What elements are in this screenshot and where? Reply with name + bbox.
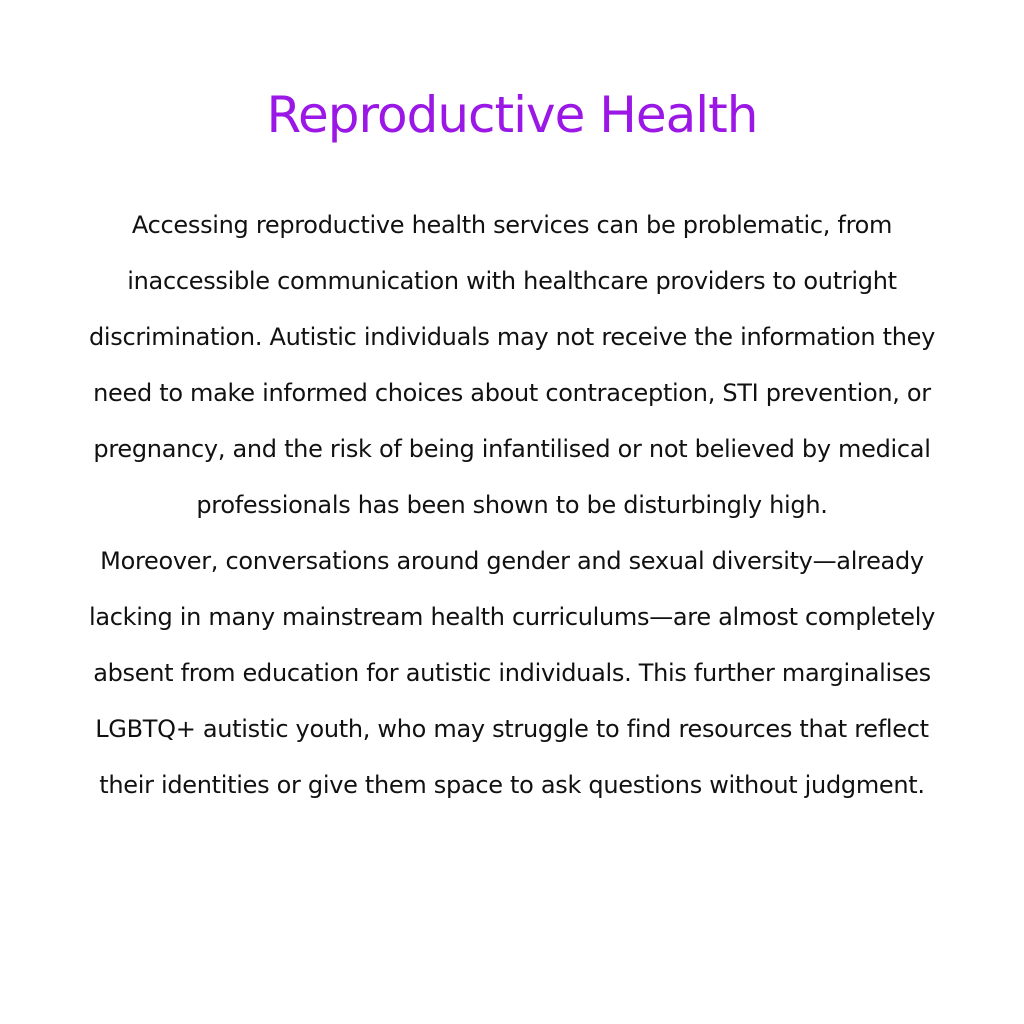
paragraph-reproductive-services: Accessing reproductive health services can be problematic, from inaccessible communication with healthcare providers to outright discrimination. Autistic individuals may not receive the information they need to make informed choices about contraception, STI prevention, or pregnancy, and the risk of being infantilised or not believed by medical professionals has been shown to be disturbingly high. bbox=[88, 211, 936, 519]
body-text bbox=[72, 197, 952, 813]
page-title: Reproductive Health bbox=[266, 86, 758, 144]
paragraph-gender-sexual-diversity: Moreover, conversations around gender and sexual diversity—already lacking in many mainstream health curriculums—are almost completely absent from education for autistic individuals. This further marginalises LGBTQ+ autistic youth, who may struggle to find resources that reflect their identities or give them space to ask questions without judgment. bbox=[89, 547, 935, 799]
